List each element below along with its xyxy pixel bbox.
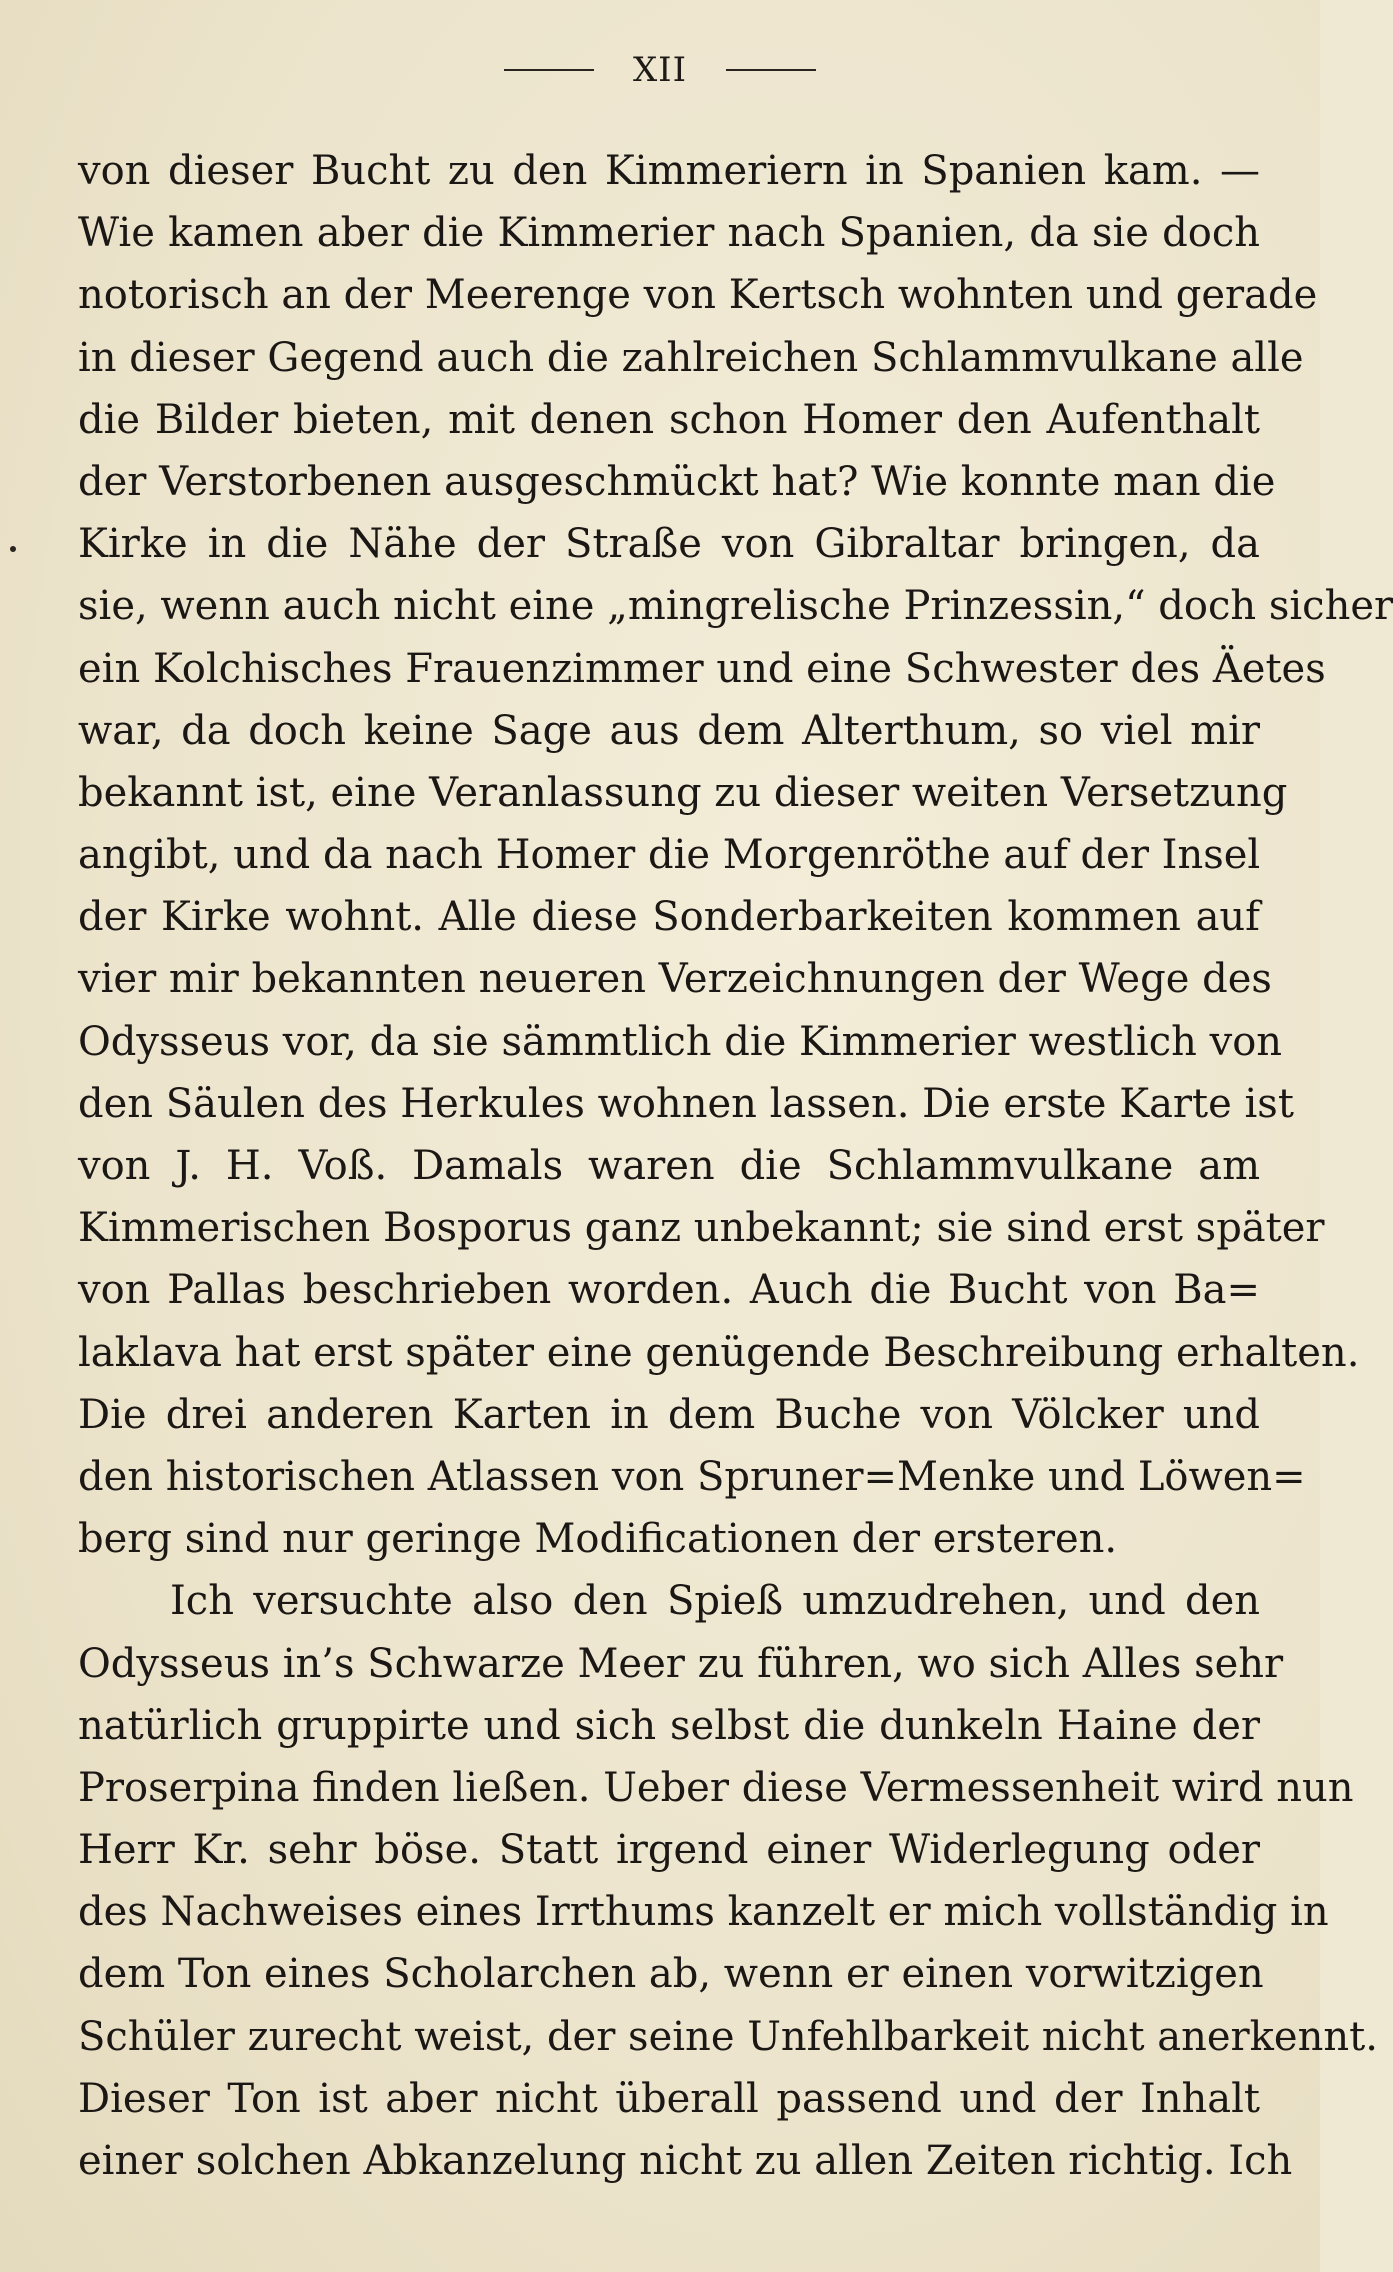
text-line: angibt, und da nach Homer die Morgenröthe auf der Insel	[78, 832, 1261, 879]
text-line: der Kirke wohnt. Alle diese Sonderbarkeiten kommen auf	[78, 894, 1260, 941]
text-line: von dieser Bucht zu den Kimmeriern in Spanien kam. —	[78, 148, 1260, 194]
text-line: sie, wenn auch nicht eine „mingrelische Prinzessin,“ doch sicher	[78, 583, 1393, 630]
margin-dot	[10, 546, 16, 552]
text-line: ein Kolchisches Frauenzimmer und eine Schwester des Äetes	[78, 645, 1326, 692]
text-line: der Verstorbenen ausgeschmückt hat? Wie konnte man die	[78, 458, 1276, 505]
paragraph	[78, 1570, 1378, 2192]
text-line: den historischen Atlassen von Spruner=Menke und Löwen=	[78, 1453, 1306, 1500]
text-line: dem Ton eines Scholarchen ab, wenn er einen vorwitzigen	[78, 1951, 1264, 1998]
text-line: Dieser Ton ist aber nicht überall passend und der Inhalt	[78, 2075, 1260, 2122]
text-line: Wie kamen aber die Kimmerier nach Spanien, da sie doch	[78, 210, 1260, 257]
text-line: war, da doch keine Sage aus dem Alterthum, so viel mir	[78, 707, 1260, 754]
text-line: Kimmerischen Bosporus ganz unbekannt; sie sind erst später	[78, 1205, 1325, 1252]
text-line: Proserpina finden ließen. Ueber diese Vermessenheit wird nun	[78, 1764, 1354, 1811]
text-line: von Pallas beschrieben worden. Auch die Bucht von Ba=	[78, 1267, 1260, 1314]
text-line: des Nachweises eines Irrthums kanzelt er mich vollständig in	[78, 1889, 1329, 1936]
text-line: Odysseus vor, da sie sämmtlich die Kimmerier westlich von	[78, 1018, 1283, 1065]
text-line: einer solchen Abkanzelung nicht zu allen Zeiten richtig. Ich	[78, 2138, 1293, 2184]
paragraph	[78, 140, 1393, 1570]
header-rule-right	[726, 69, 816, 71]
text-line: bekannt ist, eine Veranlassung zu dieser weiten Versetzung	[78, 769, 1288, 816]
text-line: Odysseus in’s Schwarze Meer zu führen, wo sich Alles sehr	[78, 1640, 1284, 1687]
text-line: berg sind nur geringe Modificationen der ersteren.	[78, 1516, 1118, 1563]
text-line: laklava hat erst später eine genügende Beschreibung erhalten.	[78, 1329, 1360, 1376]
text-line: in dieser Gegend auch die zahlreichen Schlammvulkane alle	[78, 334, 1304, 381]
text-line: natürlich gruppirte und sich selbst die dunkeln Haine der	[78, 1702, 1260, 1749]
page-number: XII	[632, 50, 688, 90]
text-line: vier mir bekannten neueren Verzeichnungen der Wege des	[78, 956, 1272, 1003]
text-line: von J. H. Voß. Damals waren die Schlammvulkane am	[78, 1143, 1260, 1189]
text-line: Ich versuchte also den Spieß umzudrehen, und den	[170, 1578, 1260, 1625]
text-line: Die drei anderen Karten in dem Buche von Völcker und	[78, 1391, 1260, 1438]
text-line: notorisch an der Meerenge von Kertsch wohnten und gerade	[78, 272, 1318, 319]
text-line: Kirke in die Nähe der Straße von Gibraltar bringen, da	[78, 521, 1260, 568]
body-text	[78, 140, 1393, 2192]
page-header	[0, 48, 1320, 92]
text-line: die Bilder bieten, mit denen schon Homer den Aufenthalt	[78, 396, 1260, 443]
header-rule-left	[504, 69, 594, 71]
text-line: Herr Kr. sehr böse. Statt irgend einer Widerlegung oder	[78, 1827, 1260, 1874]
text-line: den Säulen des Herkules wohnen lassen. Die erste Karte ist	[78, 1080, 1294, 1127]
text-line: Schüler zurecht weist, der seine Unfehlbarkeit nicht anerkennt.	[78, 2013, 1378, 2060]
